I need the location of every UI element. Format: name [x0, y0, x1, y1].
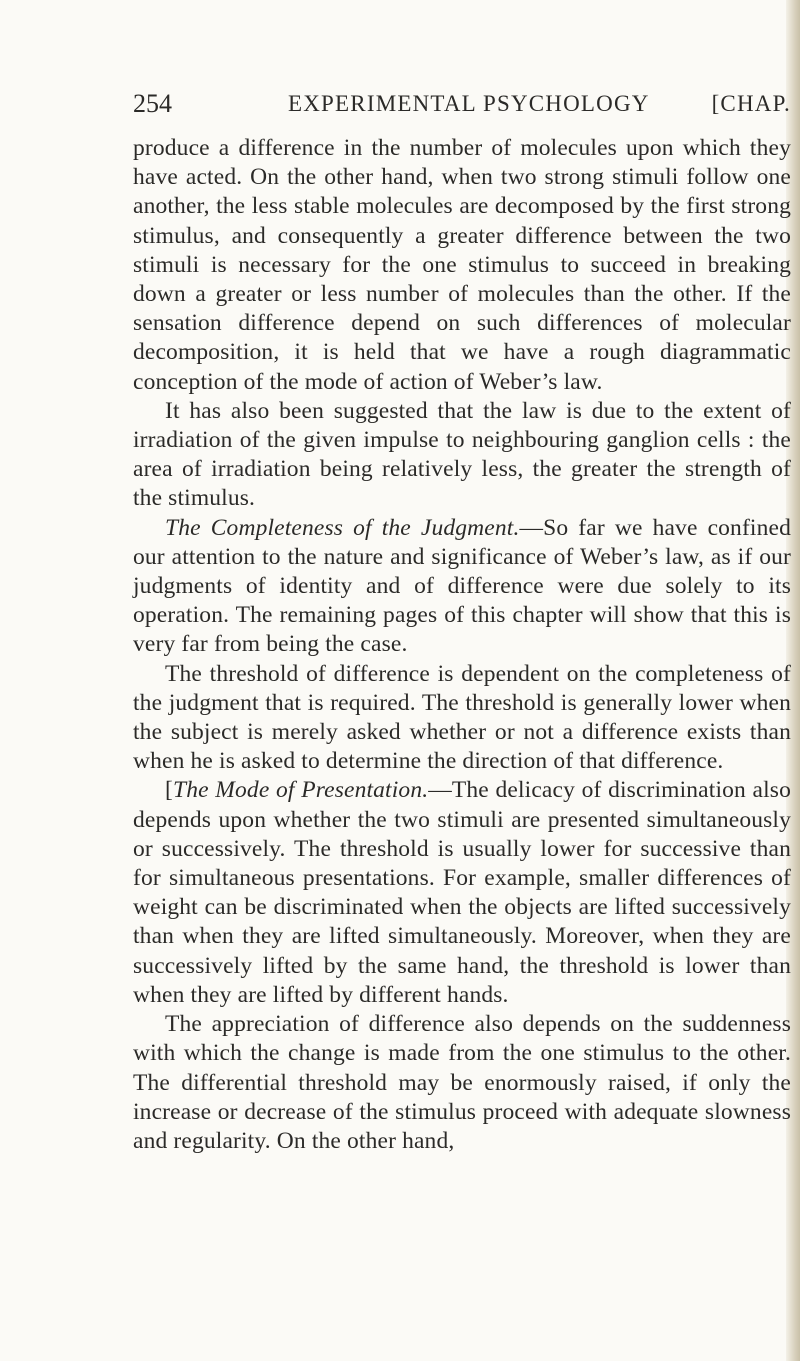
paragraph-text: The threshold of difference is dependent on the completeness of the judgment that is required. The threshold is generally lower when the subject is merely asked whether or not a difference exists than when he is asked to determine the direction of that difference.: [133, 660, 791, 775]
paragraph: [133, 1010, 791, 1156]
paragraph: [133, 397, 791, 514]
paragraph-text: The appreciation of difference also depends on the suddenness with which the change is made from the one stimulus to the other. The differential threshold may be enormously raised, if only the increase or decrease of the stimulus proceed with adequate slowness and regularity. On the other hand,: [133, 1011, 791, 1154]
paragraph-text: It has also been suggested that the law is due to the extent of irradiation of the given impulse to neighbouring ganglion cells : the area of irradiation being relatively less, the greater the strength of the stimulus.: [133, 397, 791, 512]
paragraph: [133, 134, 791, 397]
paragraph: [133, 660, 791, 777]
paragraph-text: —So far we have confined our attention to the nature and significance of Weber’s law, as if our judgments of identity and of difference were due solely to its operation. The remaining pages of this chapter will show that this is very far from being the case.: [133, 514, 791, 658]
section-heading: The Completeness of the Judgment.: [165, 514, 520, 541]
chapter-mark: [CHAP.: [711, 91, 791, 116]
paragraph-text: produce a difference in the number of molecules upon which they have acted. On the other hand, when two strong stimuli follow one another, the less stable molecules are decomposed by the first strong stimulus, and consequently a greater difference between the two stimuli is necessary for the one stimulus to succeed in breaking down a greater or less number of molecules than the other. If the sensation difference depend on such differences of molecular decomposition, it is held that we have a rough diagrammatic conception of the mode of action of Weber’s law.: [133, 135, 791, 395]
opening-bracket: [: [165, 777, 173, 804]
running-title: EXPERIMENTAL PSYCHOLOGY: [288, 91, 650, 116]
paragraph: [133, 514, 791, 660]
paragraph: [133, 776, 791, 1010]
section-heading: The Mode of Presentation.: [172, 777, 429, 804]
paragraph-text: —The delicacy of discrimination also depends upon whether the two stimuli are presented simultaneously or successively. The threshold is usually lower for successive than for simultaneous presentations. For example, smaller differences of weight can be discriminated when the objects are lifted successively than when they are lifted simultaneously. Moreover, when they are successively lifted by the same hand, the threshold is lower than when they are lifted by different hands.: [133, 777, 791, 1008]
body-text: [133, 134, 791, 1156]
page-number: 254: [133, 89, 172, 118]
running-head: [133, 86, 791, 122]
